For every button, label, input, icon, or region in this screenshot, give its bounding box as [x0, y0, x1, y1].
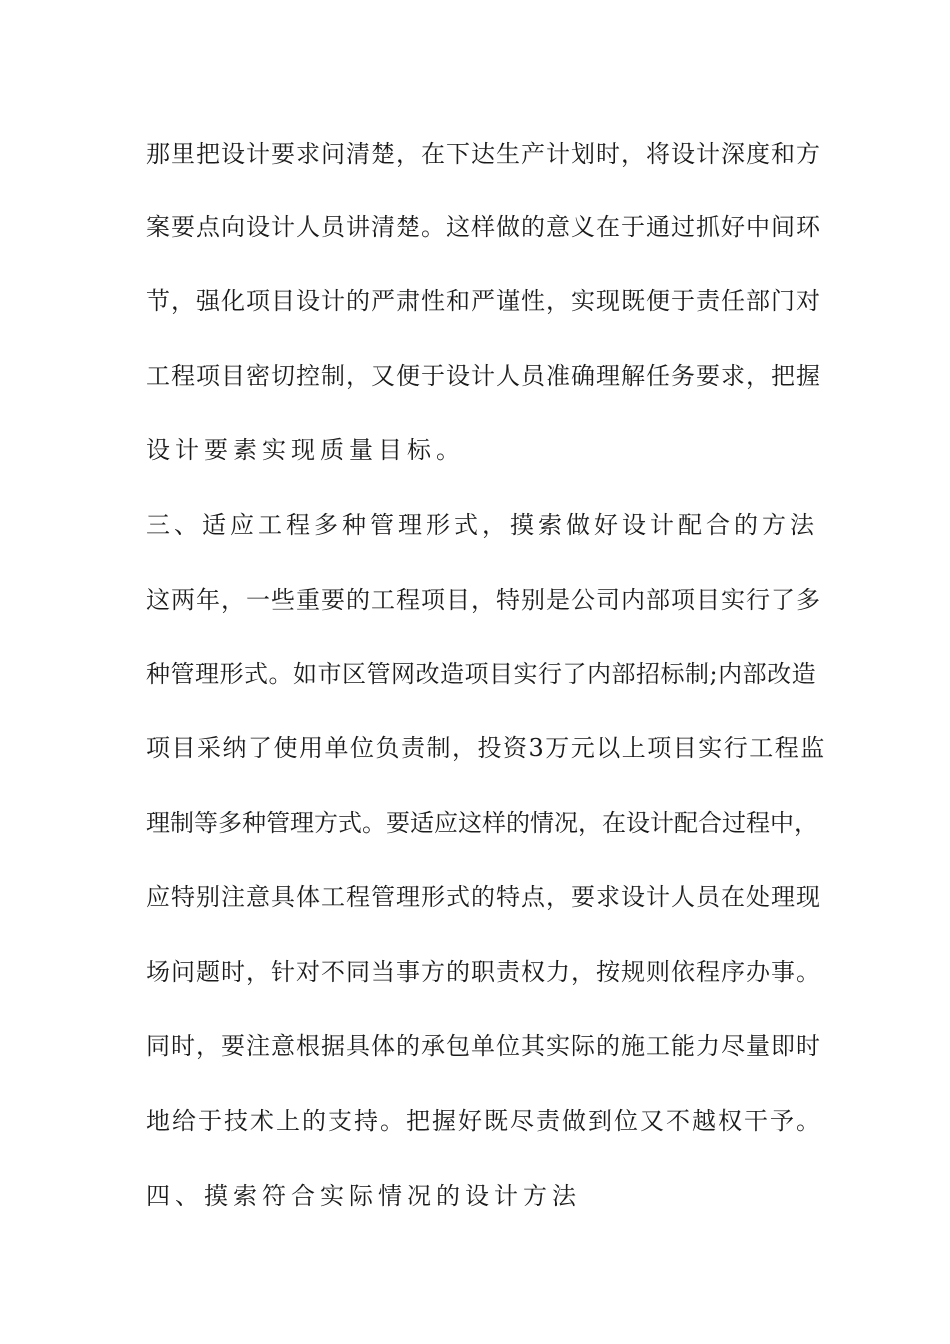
- text-line: 节，强化项目设计的严肃性和严谨性，实现既便于责任部门对: [146, 287, 821, 315]
- section-heading: 三、适应工程多种管理形式，摸索做好设计配合的方法: [146, 511, 818, 539]
- text-line: 应特别注意具体工程管理形式的特点，要求设计人员在处理现: [146, 883, 821, 911]
- section-heading: 四、摸索符合实际情况的设计方法: [146, 1182, 581, 1210]
- text-line: 设计要素实现质量目标。: [146, 436, 465, 464]
- text-line: 项目采纳了使用单位负责制，投资3万元以上项目实行工程监: [146, 734, 826, 762]
- text-line: 那里把设计要求问清楚，在下达生产计划时，将设计深度和方: [146, 140, 821, 168]
- text-line: 工程项目密切控制，又便于设计人员准确理解任务要求，把握: [146, 362, 821, 390]
- text-line: 案要点向设计人员讲清楚。这样做的意义在于通过抓好中间环: [146, 213, 821, 241]
- text-line: 这两年，一些重要的工程项目，特别是公司内部项目实行了多: [146, 586, 821, 614]
- text-line: 理制等多种管理方式。要适应这样的情况，在设计配合过程中，: [146, 809, 818, 837]
- text-line: 同时，要注意根据具体的承包单位其实际的施工能力尽量即时: [146, 1032, 821, 1060]
- text-line: 种管理形式。如市区管网改造项目实行了内部招标制;内部改造: [146, 660, 817, 688]
- text-line: 场问题时，针对不同当事方的职责权力，按规则依程序办事。: [146, 958, 821, 986]
- text-line: 地给于技术上的支持。把握好既尽责做到位又不越权干予。: [146, 1107, 822, 1135]
